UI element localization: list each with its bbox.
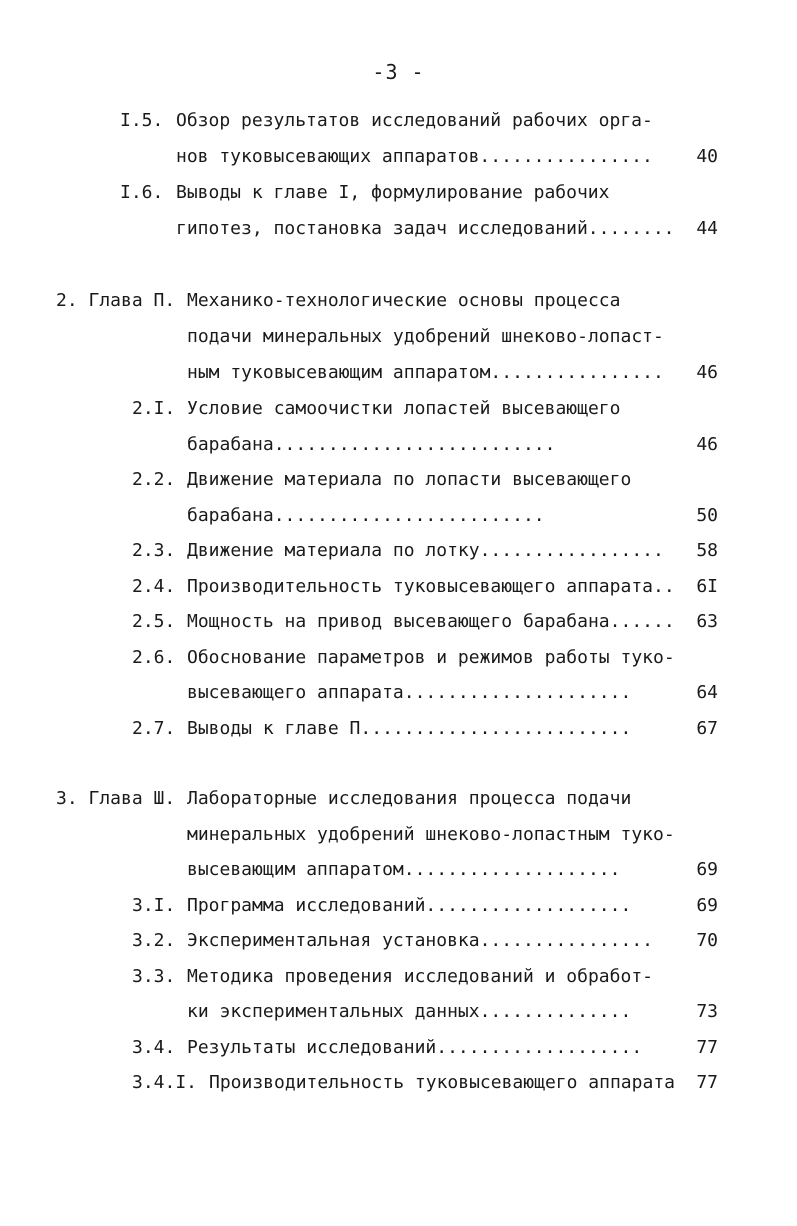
toc-entry-line: Движение материала по лотку................. xyxy=(187,540,664,561)
toc-page-number: 67 xyxy=(696,718,718,739)
toc-page-number: 69 xyxy=(696,895,718,916)
toc-entry-line: Лабораторные исследования процесса подачи xyxy=(187,788,632,809)
toc-entry-line: Мощность на привод высевающего барабана...... xyxy=(187,611,675,632)
toc-entry-line: Механико-технологические основы процесса xyxy=(187,290,621,311)
chapter-number: 3. Глава Ш. xyxy=(56,788,176,809)
page-number: -3 - xyxy=(372,60,425,84)
chapter-number: 2. Глава П. xyxy=(56,290,176,311)
toc-page-number: 40 xyxy=(696,146,718,167)
toc-entry-number: 3.3. xyxy=(132,966,176,987)
toc-entry-number: 2.5. xyxy=(132,611,176,632)
toc-page-number: 44 xyxy=(696,218,718,239)
toc-page-number: 63 xyxy=(696,611,718,632)
toc-entry-line: ным туковысевающим аппаратом................ xyxy=(187,362,664,383)
toc-entry-number: 2.4. xyxy=(132,576,176,597)
toc-entry-line: Условие самоочистки лопастей высевающего xyxy=(187,398,621,419)
toc-page-number: 46 xyxy=(696,362,718,383)
toc-entry-number: 2.2. xyxy=(132,469,176,490)
toc-entry-line: Выводы к главе I, формулирование рабочих xyxy=(176,182,610,203)
toc-entry-number: 2.7. xyxy=(132,718,176,739)
toc-entry-number: 2.3. xyxy=(132,540,176,561)
toc-entry-number: 3.4.I. xyxy=(132,1072,198,1093)
toc-page-number: 64 xyxy=(696,682,718,703)
toc-entry-line: Результаты исследований................... xyxy=(187,1037,643,1058)
toc-entry-number: 2.I. xyxy=(132,398,176,419)
toc-page-number: 73 xyxy=(696,1001,718,1022)
toc-page-number: 77 xyxy=(696,1037,718,1058)
toc-entry-number: 3.2. xyxy=(132,930,176,951)
toc-page-number: 70 xyxy=(696,930,718,951)
toc-entry-line: нов туковысевающих аппаратов................ xyxy=(176,146,653,167)
toc-entry-line: гипотез, постановка задач исследований........ xyxy=(176,218,675,239)
toc-entry-line: Экспериментальная установка................ xyxy=(187,930,653,951)
toc-page-number: 6I xyxy=(696,576,718,597)
toc-entry-number: 2.6. xyxy=(132,647,176,668)
toc-entry-line: барабана......................... xyxy=(187,505,545,526)
toc-entry-line: Методика проведения исследований и обработ- xyxy=(187,966,653,987)
toc-entry-line: ки экспериментальных данных.............. xyxy=(187,1001,632,1022)
toc-entry-number: 3.I. xyxy=(132,895,176,916)
toc-entry-line: Движение материала по лопасти высевающего xyxy=(187,469,632,490)
toc-entry-number: I.6. xyxy=(120,182,164,203)
toc-page-number: 69 xyxy=(696,859,718,880)
toc-entry-number: I.5. xyxy=(120,110,164,131)
toc-page-number: 46 xyxy=(696,434,718,455)
toc-entry-line: минеральных удобрений шнеково-лопастным туко- xyxy=(187,824,675,845)
toc-entry-line: Обзор результатов исследований рабочих орга- xyxy=(176,110,653,131)
toc-entry-line: высевающим аппаратом.................... xyxy=(187,859,621,880)
toc-page-number: 77 xyxy=(696,1072,718,1093)
toc-entry-line: Программа исследований................... xyxy=(187,895,632,916)
toc-entry-line: подачи минеральных удобрений шнеково-лопаст- xyxy=(187,326,664,347)
toc-page-number: 58 xyxy=(696,540,718,561)
toc-entry-line: Производительность туковысевающего аппарата xyxy=(209,1072,675,1093)
toc-entry-line: Обоснование параметров и режимов работы туко- xyxy=(187,647,675,668)
toc-entry-line: высевающего аппарата..................... xyxy=(187,682,632,703)
toc-entry-number: 3.4. xyxy=(132,1037,176,1058)
toc-page-number: 50 xyxy=(696,505,718,526)
toc-entry-line: Выводы к главе П......................... xyxy=(187,718,632,739)
toc-entry-line: Производительность туковысевающего аппарата.. xyxy=(187,576,675,597)
toc-entry-line: барабана.......................... xyxy=(187,434,556,455)
